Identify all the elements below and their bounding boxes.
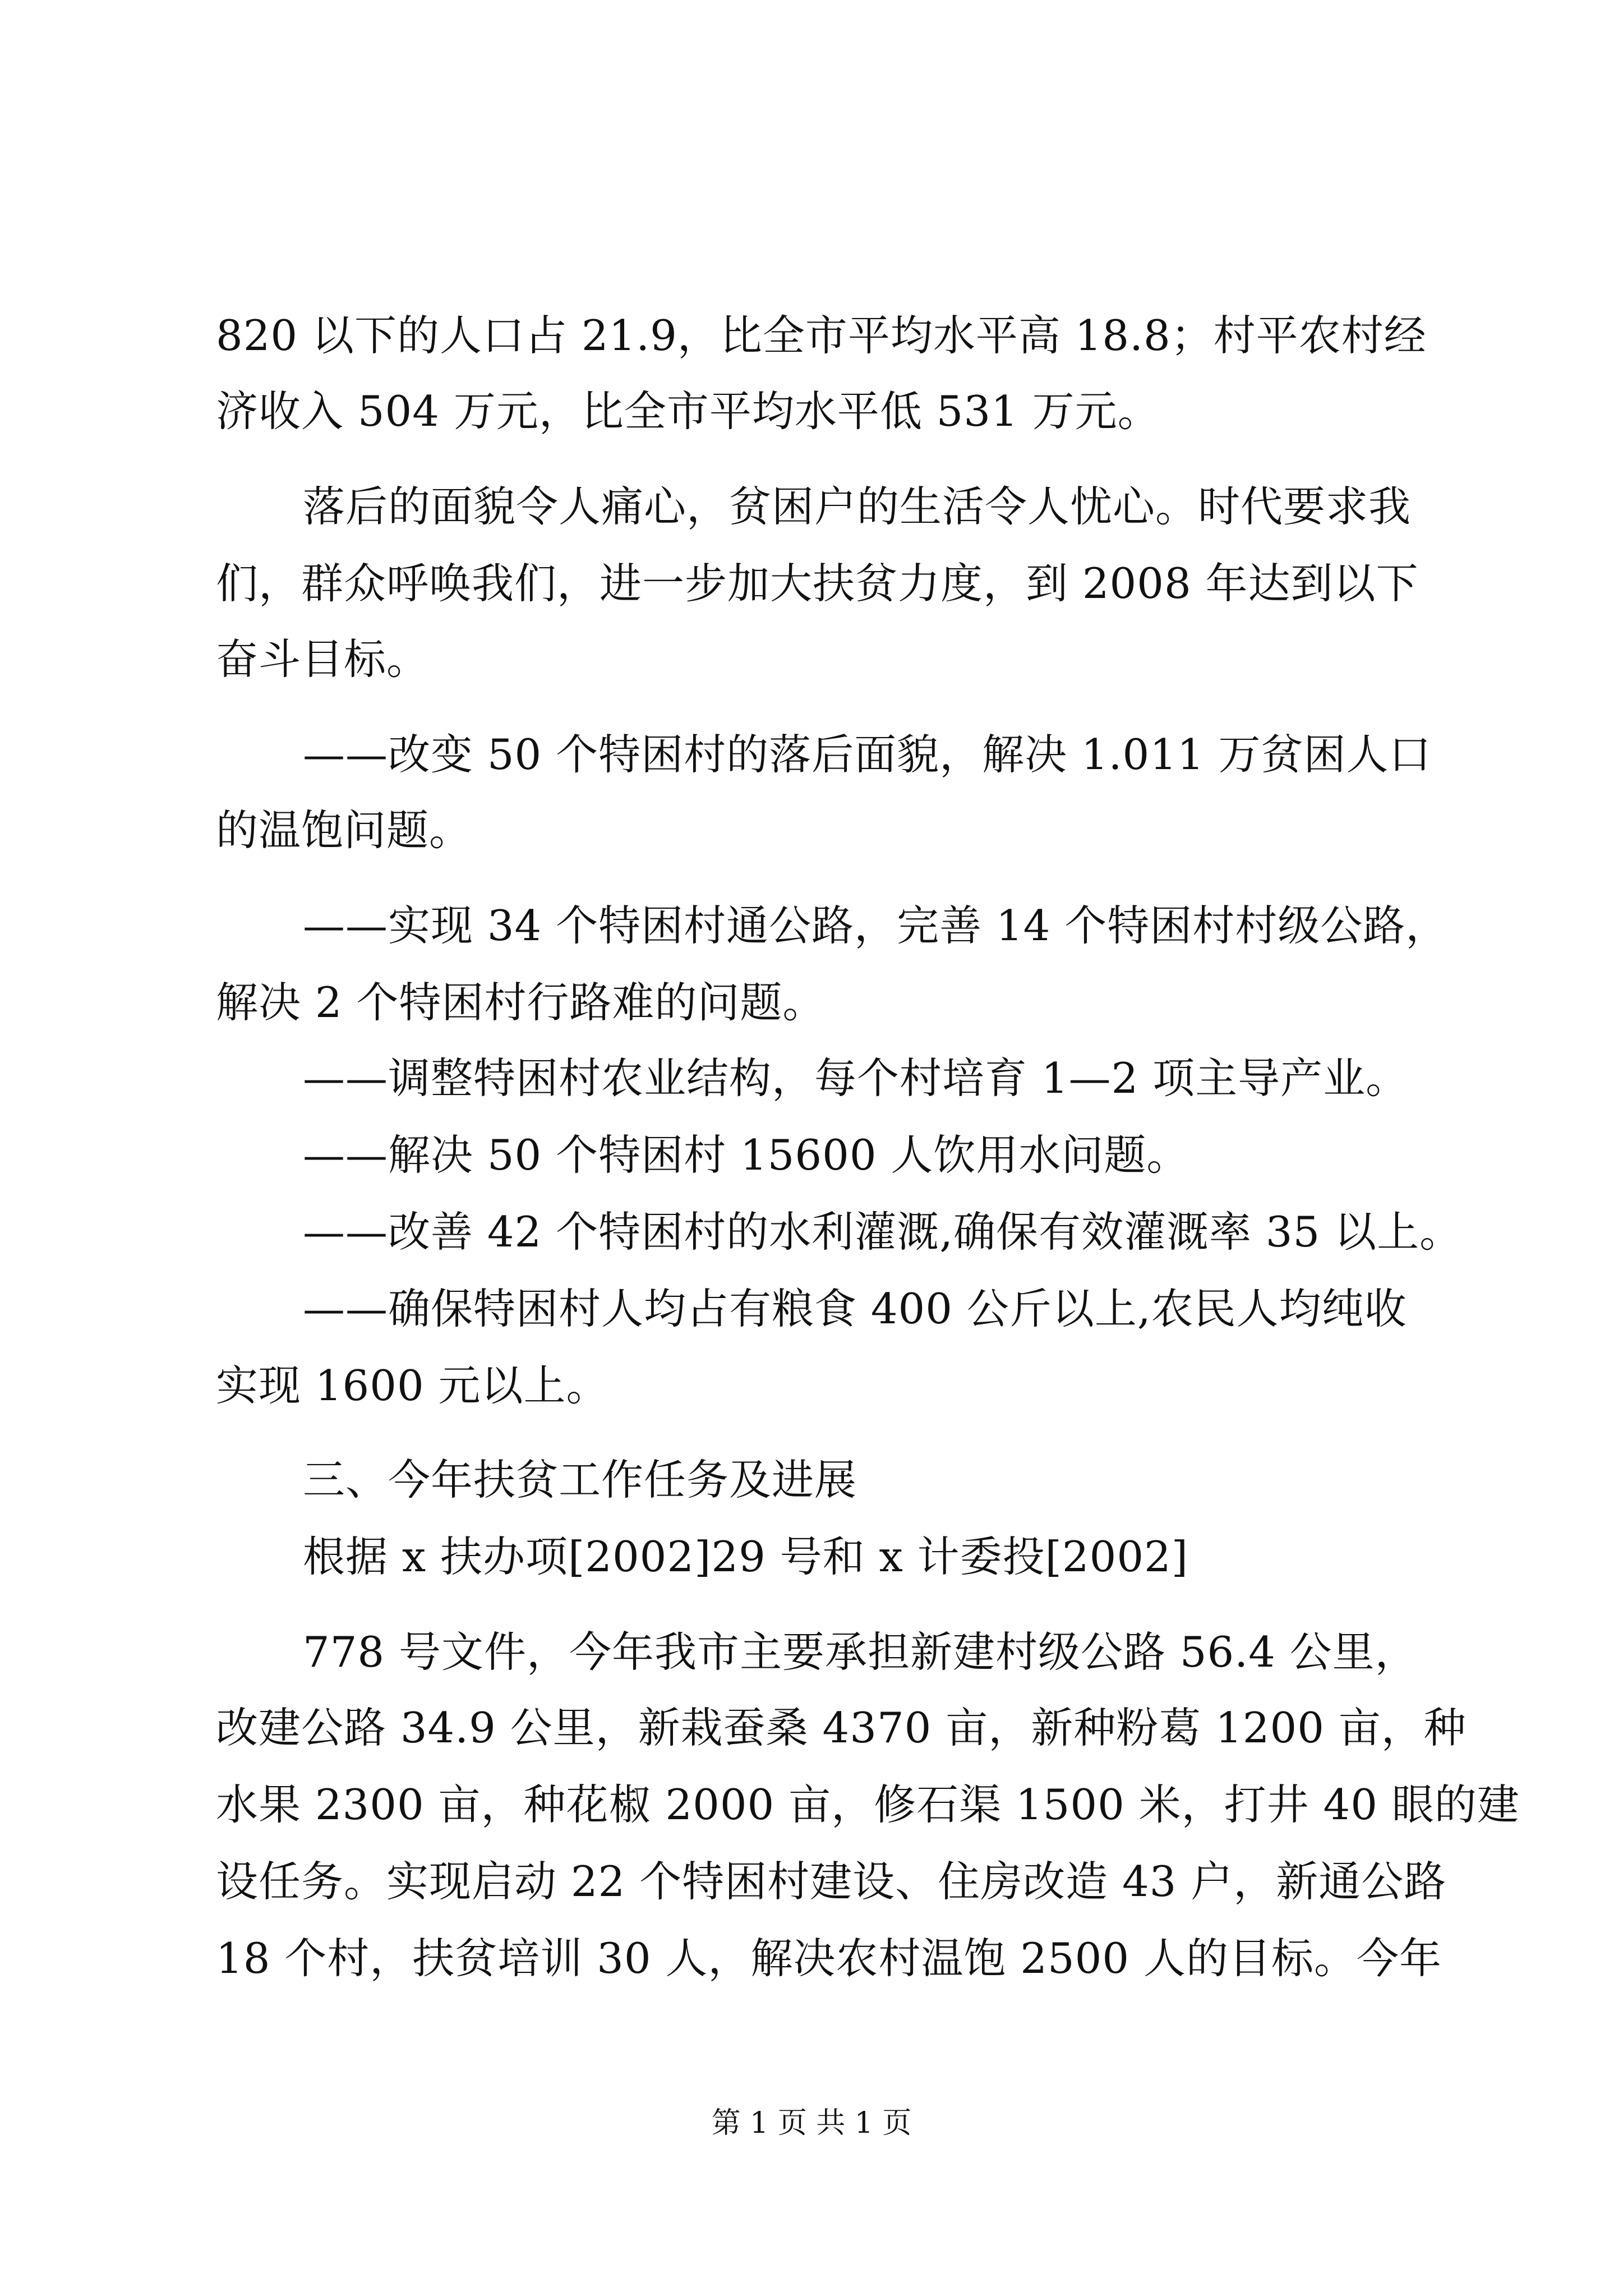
text-line: ——确保特困村人均占有粮食 400 公斤以上,农民人均纯收 [303, 1284, 1407, 1333]
text-line: ——改变 50 个特困村的落后面貌，解决 1.011 万贫困人口 [303, 730, 1432, 779]
section-heading: 三、今年扶贫工作任务及进展 [303, 1455, 857, 1504]
text-line: 水果 2300 亩，种花椒 2000 亩，修石渠 1500 米，打井 40 眼的建 [216, 1780, 1520, 1829]
text-line: 778 号文件，今年我市主要承担新建村级公路 56.4 公里， [303, 1627, 1418, 1677]
text-line: ——实现 34 个特困村通公路，完善 14 个特困村村级公路， [303, 901, 1449, 950]
text-line: ——改善 42 个特困村的水利灌溉,确保有效灌溉率 35 以上。 [303, 1207, 1463, 1257]
text-line: ——解决 50 个特困村 15600 人饮用水问题。 [303, 1130, 1189, 1180]
page-number-footer: 第 1 页 共 1 页 [711, 2106, 912, 2140]
text-line: 奋斗目标。 [216, 634, 430, 684]
text-line: 们，群众呼唤我们，进一步加大扶贫力度，到 2008 年达到以下 [216, 559, 1419, 608]
text-line: 落后的面貌令人痛心，贫困户的生活令人忧心。时代要求我 [303, 482, 1412, 531]
text-line: 设任务。实现启动 22 个特困村建设、住房改造 43 户，新通公路 [216, 1857, 1447, 1906]
text-line: 实现 1600 元以上。 [216, 1361, 609, 1410]
text-line: 820 以下的人口占 21.9，比全市平均水平高 18.8；村平农村经 [216, 311, 1427, 360]
text-line: 18 个村，扶贫培训 30 人，解决农村温饱 2500 人的目标。今年 [216, 1934, 1442, 1983]
text-line: 根据 x 扶办项[2002]29 号和 x 计委投[2002] [303, 1532, 1189, 1581]
text-line: 解决 2 个特困村行路难的问题。 [216, 978, 826, 1027]
text-line: ——调整特困村农业结构，每个村培育 1—2 项主导产业。 [303, 1053, 1409, 1103]
text-line: 济收入 504 万元，比全市平均水平低 531 万元。 [216, 386, 1160, 436]
text-line: 改建公路 34.9 公里，新栽蚕桑 4370 亩，新种粉葛 1200 亩，种 [216, 1703, 1467, 1752]
text-line: 的温饱问题。 [216, 806, 472, 855]
